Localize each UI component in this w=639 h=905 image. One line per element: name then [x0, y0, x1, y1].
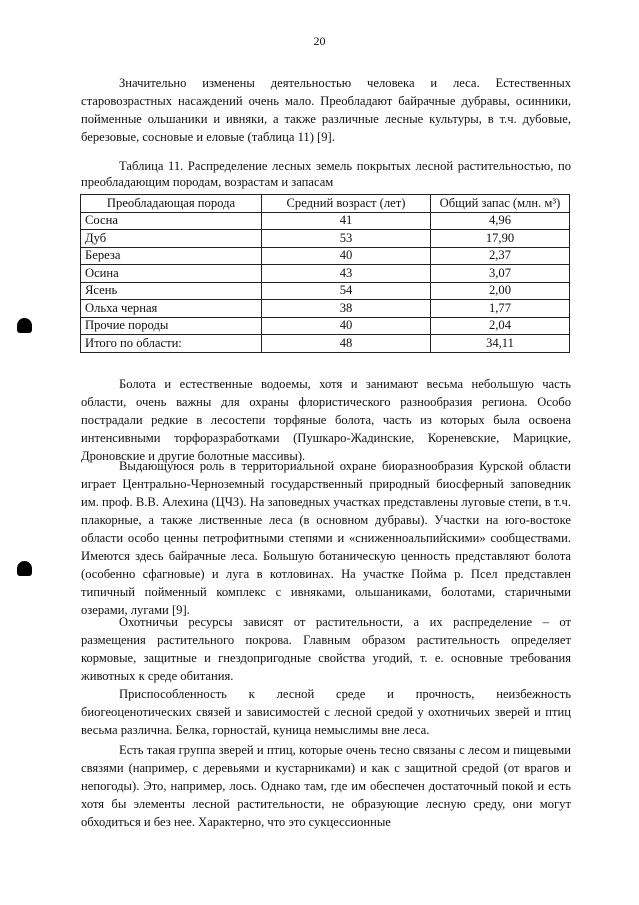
forest-table: [80, 194, 570, 353]
paragraph-hunting: Охотничьи ресурсы зависят от растительности, а их распределение – от размещения растительного покрова. Главным образом растительность определяет кормовые, защитные и гнездопригодные свойства угодий, т. е. основные требования животных к среде обитания.: [81, 615, 571, 683]
cell-stock: 2,04: [431, 317, 570, 335]
cell-stock: 2,37: [431, 247, 570, 265]
cell-age: 41: [262, 212, 431, 230]
cell-age: 53: [262, 230, 431, 248]
table-row-total: [81, 335, 570, 353]
table-row: [81, 282, 570, 300]
paragraph-reserve: Выдающуюся роль в территориальной охране биоразнообразия Курской области играет Центрально-Черноземный государственный природный биосферный заповедник им. проф. В.В. Алехина (ЦЧЗ). На заповедных участках представлены луговые степи, в т.ч. плакорные, а также лиственные леса (в основном дубравы). Участки на юго-востоке области особо ценны петрофитными степями и «сниженноальпийскими» сообществами. Имеются здесь байрачные леса. Большую ботаническую ценность представляют болота (особенно сфагновые) и луга в котловинах. На участке Пойма р. Псел представлен типичный пойменный комплекс с ивняками, ольшаниками, болотами, старичными озерами, лугами [9].: [81, 459, 571, 617]
table-row: [81, 212, 570, 230]
table-header-row: [81, 195, 570, 213]
table-row: [81, 300, 570, 318]
cell-species: Сосна: [81, 212, 262, 230]
table-caption: [81, 158, 571, 190]
punch-hole-mark: [17, 561, 32, 576]
cell-age: 40: [262, 317, 431, 335]
header-stock: Общий запас (млн. м³): [431, 195, 570, 213]
paragraph-intro: Значительно изменены деятельностью человека и леса. Естественных старовозрастных насаждений очень мало. Преобладают байрачные дубравы, осинники, пойменные ольшаники и ивняки, а также различные лесные культуры, в т.ч. дубовые, березовые, сосновые и еловые (таблица 11) [9].: [81, 76, 571, 144]
cell-species: Итого по области:: [81, 335, 262, 353]
cell-age: 40: [262, 247, 431, 265]
page-number: 20: [313, 34, 326, 48]
cell-species: Осина: [81, 265, 262, 283]
header-age: Средний возраст (лет): [262, 195, 431, 213]
cell-age: 43: [262, 265, 431, 283]
table-caption-text: Таблица 11. Распределение лесных земель покрытых лесной растительностью, по преобладающим породам, возрастам и запасам: [81, 159, 571, 189]
punch-hole-mark: [17, 318, 32, 333]
cell-age: 38: [262, 300, 431, 318]
cell-species: Ольха черная: [81, 300, 262, 318]
paragraph-bogs: Болота и естественные водоемы, хотя и занимают весьма небольшую часть области, очень важны для охраны флористического разнообразия региона. Особо пострадали редкие в лесостепи торфяные болота, часть из которых была освоена интенсивными торфоразработками (Пушкаро-Жадинские, Кореневские, Марицкие, Дроновские и другие болотные массивы).: [81, 377, 571, 463]
table-row: [81, 265, 570, 283]
cell-species: Ясень: [81, 282, 262, 300]
cell-age: 48: [262, 335, 431, 353]
cell-stock: 17,90: [431, 230, 570, 248]
cell-stock: 34,11: [431, 335, 570, 353]
paragraph-animals: Есть такая группа зверей и птиц, которые очень тесно связаны с лесом и пищевыми связями (например, с деревьями и кустарниками) и как с защитной средой (от врагов и непогоды). Это, например, лось. Однако там, где им обеспечен достаточный покой и есть хотя бы элементы лесной растительности, не образующие лесную среду, они могут обходиться и без нее. Характерно, что это сукцессионные: [81, 743, 571, 829]
cell-species: Прочие породы: [81, 317, 262, 335]
paragraph-adaptation: Приспособленность к лесной среде и прочность, неизбежность биогеоценотических связей и зависимостей с лесной средой у охотничьих зверей и птиц весьма различна. Белка, горностай, куница немыслимы вне леса.: [81, 687, 571, 737]
cell-stock: 3,07: [431, 265, 570, 283]
table-row: [81, 317, 570, 335]
table-row: [81, 230, 570, 248]
cell-age: 54: [262, 282, 431, 300]
cell-stock: 1,77: [431, 300, 570, 318]
table-row: [81, 247, 570, 265]
cell-species: Береза: [81, 247, 262, 265]
cell-species: Дуб: [81, 230, 262, 248]
cell-stock: 2,00: [431, 282, 570, 300]
cell-stock: 4,96: [431, 212, 570, 230]
header-species: Преобладающая порода: [81, 195, 262, 213]
